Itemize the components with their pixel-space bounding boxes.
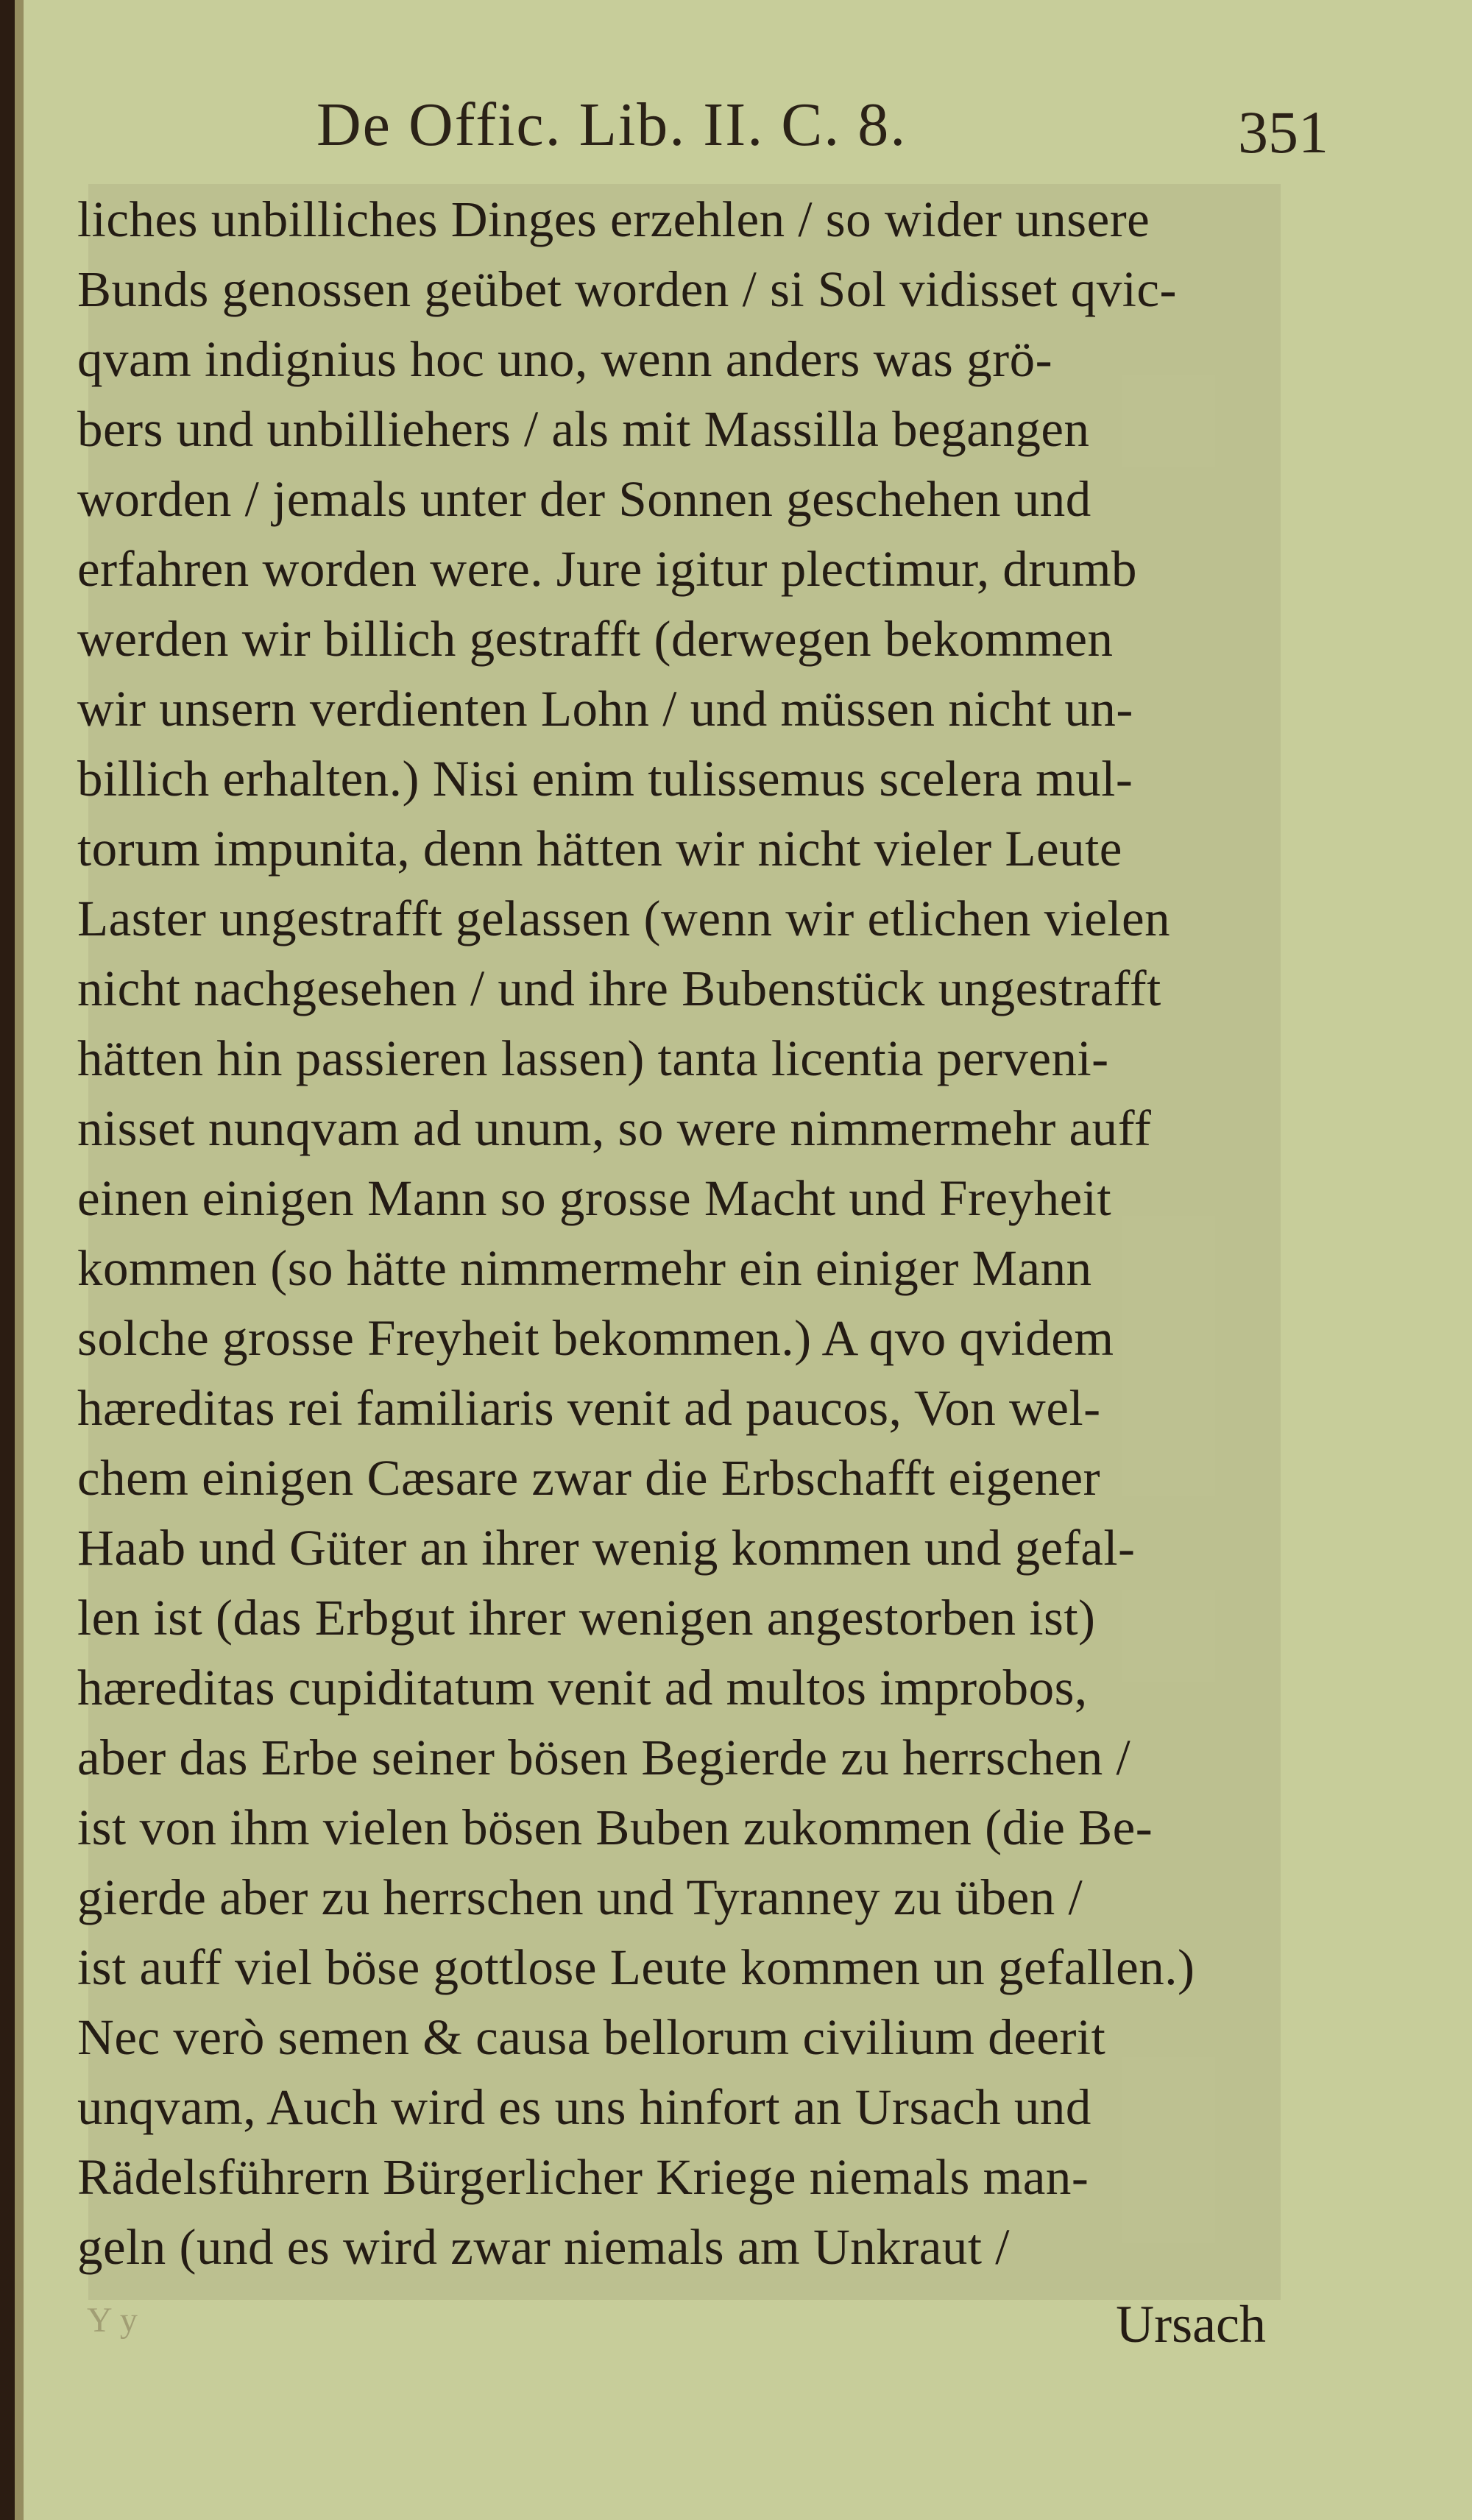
text-line: hæreditas cupiditatum venit ad multos improbos,	[77, 1660, 1088, 1716]
text-line: Rädelsführern Bürgerlicher Kriege niemals man-	[77, 2149, 1089, 2205]
text-line: gierde aber zu herrschen und Tyranney zu üben /	[77, 1869, 1083, 1925]
text-line: chem einigen Cæsare zwar die Erbschafft eigener	[77, 1450, 1101, 1506]
text-line: ist von ihm vielen bösen Buben zukommen (die Be-	[77, 1799, 1153, 1855]
text-line: wir unsern verdienten Lohn / und müssen nicht un-	[77, 681, 1133, 737]
text-line: aber das Erbe seiner bösen Begierde zu herrschen /	[77, 1730, 1131, 1785]
text-line: hæreditas rei familiaris venit ad paucos, Von wel-	[77, 1380, 1101, 1436]
text-line: bers und unbilliehers / als mit Massilla begangen	[77, 401, 1090, 457]
catchword: Ursach	[1116, 2295, 1266, 2354]
text-line: nisset nunqvam ad unum, so were nimmermehr auff	[77, 1100, 1152, 1156]
page-header	[0, 81, 1472, 177]
text-line: unqvam, Auch wird es uns hinfort an Ursach und	[77, 2079, 1091, 2135]
running-head: De Offic. Lib. II. C. 8.	[316, 91, 907, 159]
text-line: solche grosse Freyheit bekommen.) A qvo qvidem	[77, 1310, 1114, 1366]
text-line: Nec verò semen & causa bellorum civilium deerit	[77, 2009, 1106, 2065]
text-line: kommen (so hätte nimmermehr ein einiger Mann	[77, 1240, 1092, 1296]
text-line: liches unbilliches Dinges erzehlen / so wider unsere	[77, 191, 1150, 247]
binding-shadow	[0, 0, 15, 2520]
text-line: nicht nachgesehen / und ihre Bubenstück ungestrafft	[77, 960, 1161, 1016]
page-gutter	[15, 0, 24, 2520]
text-line: worden / jemals unter der Sonnen geschehen und	[77, 471, 1091, 527]
page-number: 351	[1238, 99, 1328, 166]
text-line: geln (und es wird zwar niemals am Unkraut /	[77, 2219, 1010, 2275]
text-line: Laster ungestrafft gelassen (wenn wir etlichen vielen	[77, 891, 1171, 946]
text-line: Haab und Güter an ihrer wenig kommen und gefal-	[77, 1520, 1136, 1576]
text-line: einen einigen Mann so grosse Macht und Freyheit	[77, 1170, 1112, 1226]
body-text	[77, 184, 1288, 2296]
text-line: erfahren worden were. Jure igitur plectimur, drumb	[77, 541, 1138, 597]
text-line: torum impunita, denn hätten wir nicht vieler Leute	[77, 821, 1122, 877]
text-line: ist auff viel böse gottlose Leute kommen un gefallen.)	[77, 1939, 1195, 1995]
text-line: len ist (das Erbgut ihrer wenigen angestorben ist)	[77, 1590, 1096, 1646]
text-line: billich erhalten.) Nisi enim tulissemus scelera mul-	[77, 751, 1133, 807]
text-line: Bunds genossen geübet worden / si Sol vidisset qvic-	[77, 261, 1178, 317]
text-line: hätten hin passieren lassen) tanta licentia perveni-	[77, 1030, 1109, 1086]
text-line: qvam indignius hoc uno, wenn anders was grö-	[77, 331, 1053, 387]
text-line: werden wir billich gestrafft (derwegen bekommen	[77, 611, 1114, 667]
signature-mark: Y y	[87, 2301, 138, 2340]
